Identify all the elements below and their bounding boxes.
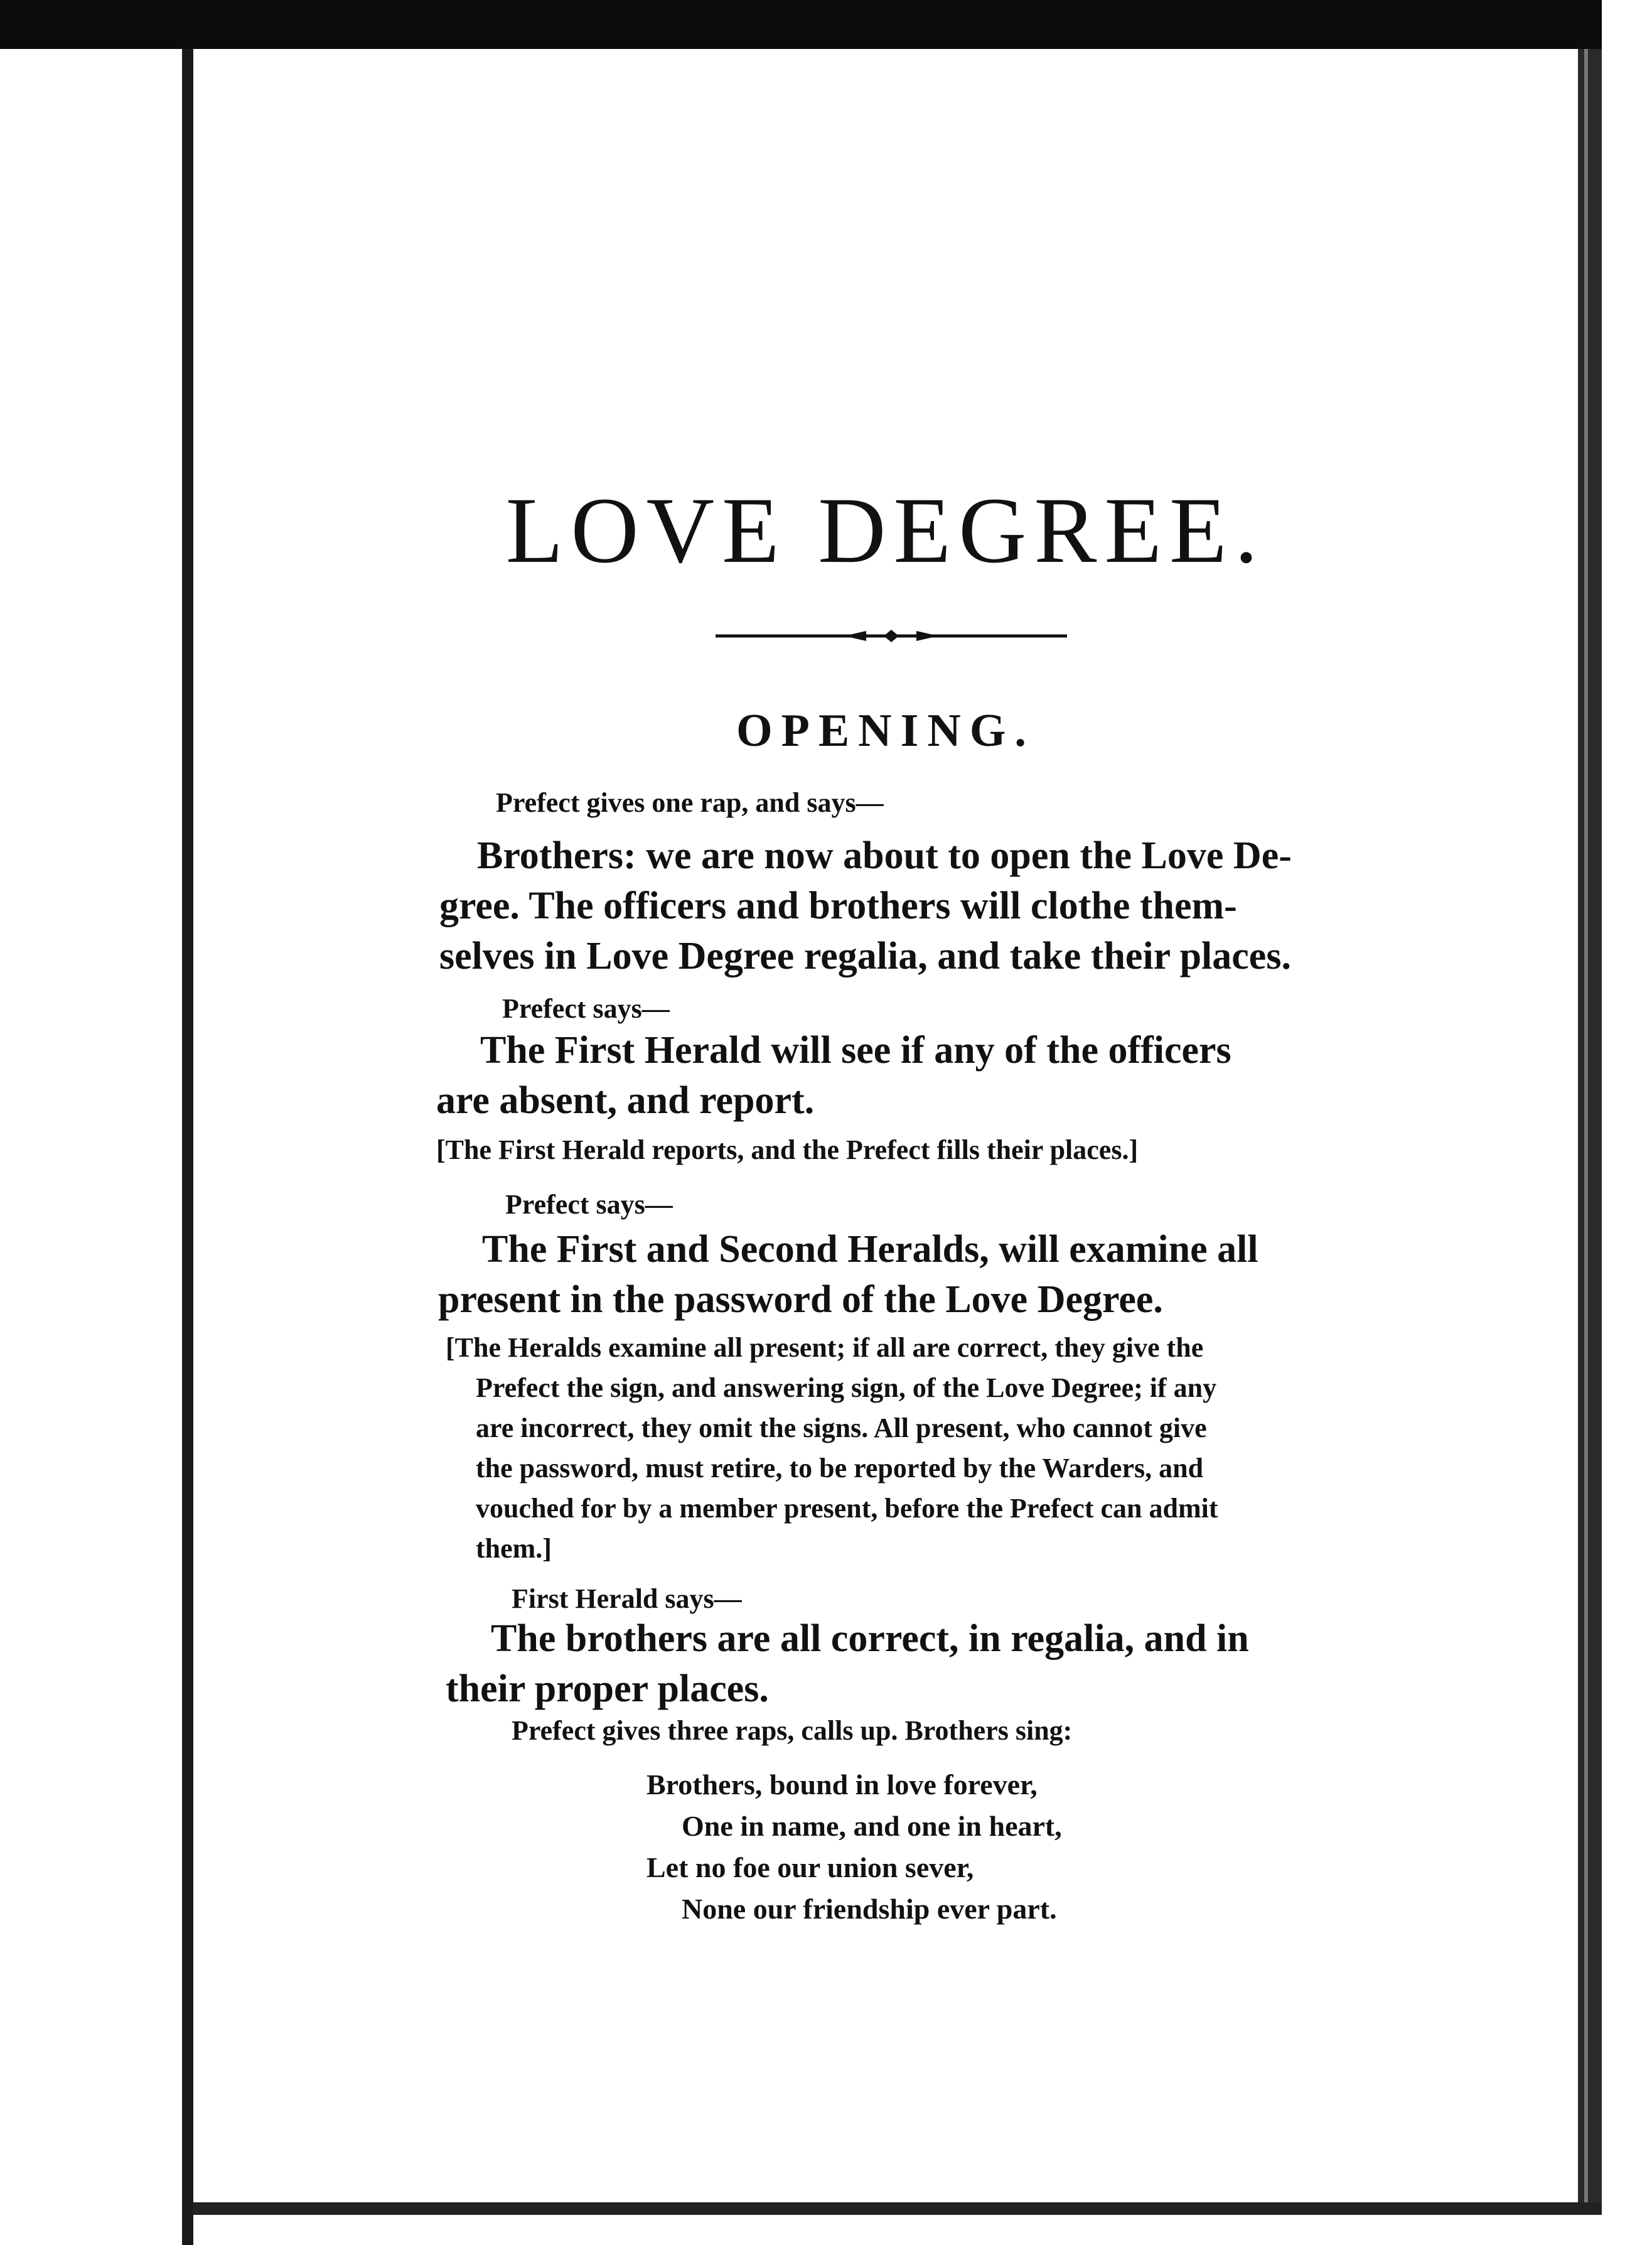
verse-line: None our friendship ever part. [682,1893,1057,1925]
speech-line: their proper places. [446,1667,769,1710]
scan-border-top [0,0,1652,49]
speech-line: The First and Second Heralds, will examine all [482,1228,1258,1271]
speech-block [436,1025,1390,1126]
speech-line: The brothers are all correct, in regalia, and in [491,1617,1249,1660]
speech-line: Brothers: we are now about to open the Love De- [477,834,1292,877]
page-edge-shadow [1578,49,1602,2202]
scan-margin-right [1602,0,1652,2245]
speech-line: The First Herald will see if any of the officers [480,1029,1231,1072]
stage-cue: First Herald says— [512,1583,742,1614]
speech-block [438,1224,1392,1325]
page-bottom-edge [193,2202,1602,2215]
page-title: LOVE DEGREE. [505,478,1266,583]
speech-line: present in the password of the Love Degree. [438,1278,1163,1321]
speech-block [446,1613,1400,1714]
stage-line: vouched for by a member present, before the Prefect can admit [476,1493,1218,1524]
facing-page-margin [0,49,182,2245]
stage-cue: Prefect says— [505,1189,673,1220]
binding-gutter [182,49,193,2245]
stage-cue: Prefect says— [502,993,670,1024]
hymn-verse [646,1764,1062,1930]
stage-line: are incorrect, they omit the signs. All present, who cannot give [476,1413,1207,1443]
speech-block [439,831,1387,981]
speech-line: gree. The officers and brothers will clothe them- [439,885,1237,927]
stage-cue: Prefect gives three raps, calls up. Brothers sing: [512,1715,1073,1746]
stage-direction-block [446,1328,1393,1569]
page-edge-highlight [1584,49,1588,2202]
verse-line: One in name, and one in heart, [682,1810,1062,1842]
verse-line: Let no foe our union sever, [646,1851,974,1883]
stage-line: them.] [476,1533,552,1564]
stage-cue: Prefect gives one rap, and says— [496,787,884,818]
ornamental-rule [716,628,1067,644]
speech-line: selves in Love Degree regalia, and take their places. [439,935,1291,977]
stage-direction: [The First Herald reports, and the Prefect fills their places.] [436,1134,1139,1165]
stage-line: the password, must retire, to be reported by the Warders, and [476,1453,1204,1483]
speech-line: are absent, and report. [436,1079,815,1122]
stage-line: [The Heralds examine all present; if all are correct, they give the [446,1332,1204,1363]
stage-line: Prefect the sign, and answering sign, of the Love Degree; if any [476,1372,1217,1403]
verse-line: Brothers, bound in love forever, [646,1769,1038,1801]
section-heading: OPENING. [736,705,1035,756]
